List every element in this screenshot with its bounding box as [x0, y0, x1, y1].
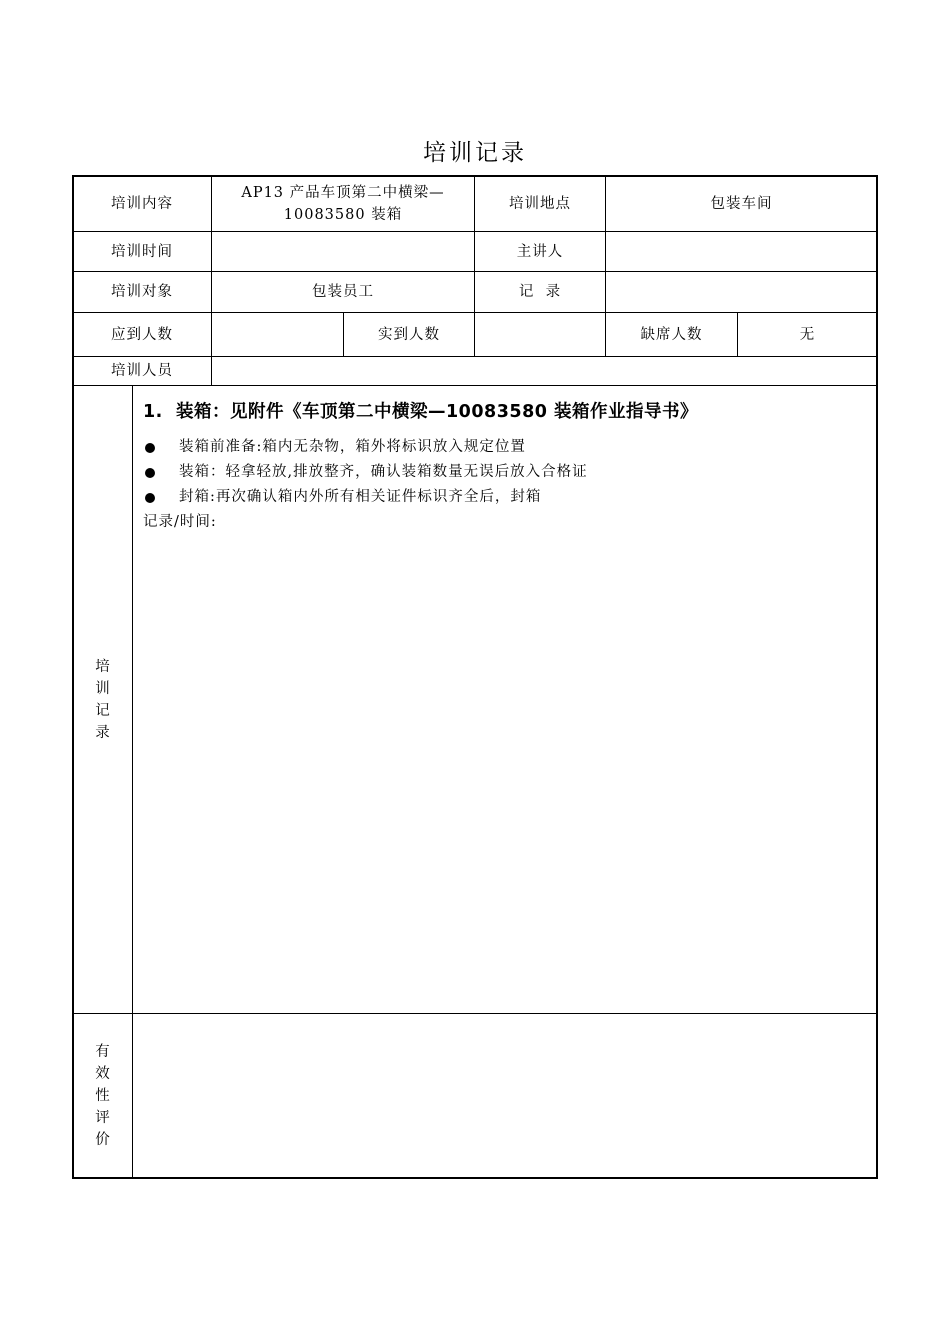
record-bullet-text: 装箱：轻拿轻放,排放整齐，确认装箱数量无误后放入合格证: [179, 464, 588, 480]
value-training-time: [212, 232, 474, 271]
label-actual-count: 实到人数: [378, 326, 440, 343]
evaluation-label-char: 价: [95, 1132, 110, 1148]
evaluation-label-char: 有: [95, 1044, 110, 1060]
label-effectiveness-evaluation: [73, 1014, 132, 1178]
value-training-personnel: [212, 357, 877, 385]
value-training-content: [212, 176, 474, 231]
value-training-target: 包装员工: [312, 284, 374, 300]
bullet-dot-icon: [145, 443, 155, 453]
value-effectiveness-evaluation: [133, 1014, 877, 1178]
label-absent-count: 缺席人数: [640, 326, 703, 343]
record-bullet: [143, 435, 863, 460]
training-content-line-2: 10083580 装箱: [283, 206, 403, 223]
label-training-personnel: 培训人员: [111, 363, 173, 379]
record-bullet-text: 装箱前准备:箱内无杂物，箱外将标识放入规定位置: [179, 439, 526, 455]
page-title: 培训记录: [423, 140, 527, 166]
record-label-char: 录: [95, 724, 110, 741]
training-content-line-1: AP13 产品车顶第二中横梁—: [241, 184, 445, 201]
record-label-char: 培: [95, 658, 110, 675]
bullet-dot-icon: [145, 493, 155, 503]
evaluation-label-char: 效: [95, 1066, 110, 1082]
value-absent-count: 无: [799, 326, 816, 343]
value-recorder: [606, 272, 877, 312]
value-actual-count: [475, 313, 605, 356]
record-bullet: [143, 485, 863, 510]
record-label-char: 记: [95, 702, 110, 719]
label-training-record: [73, 386, 132, 1013]
evaluation-label-char: 评: [95, 1110, 110, 1126]
record-time-label: 记录/时间:: [143, 514, 217, 530]
training-record-content: [143, 398, 863, 535]
label-expected-count: 应到人数: [111, 326, 173, 343]
label-training-content: 培训内容: [111, 195, 173, 212]
evaluation-label-char: 性: [95, 1088, 110, 1104]
label-training-target: 培训对象: [111, 284, 173, 300]
label-training-location: 培训地点: [509, 195, 571, 212]
bullet-dot-icon: [145, 468, 155, 478]
record-bullet: [143, 460, 863, 485]
record-label-char: 训: [95, 680, 110, 697]
record-bullet-text: 封箱:再次确认箱内外所有相关证件标识齐全后，封箱: [179, 489, 542, 505]
record-heading: 1. 装箱：见附件《车顶第二中横梁—10083580 装箱作业指导书》: [143, 402, 699, 422]
label-training-time: 培训时间: [111, 243, 173, 260]
label-recorder: 记 录: [518, 284, 562, 300]
value-expected-count: [212, 313, 343, 356]
value-lecturer: [606, 232, 877, 271]
row-divider: [73, 385, 877, 386]
label-lecturer: 主讲人: [516, 243, 564, 260]
value-training-location: 包装车间: [710, 195, 773, 212]
